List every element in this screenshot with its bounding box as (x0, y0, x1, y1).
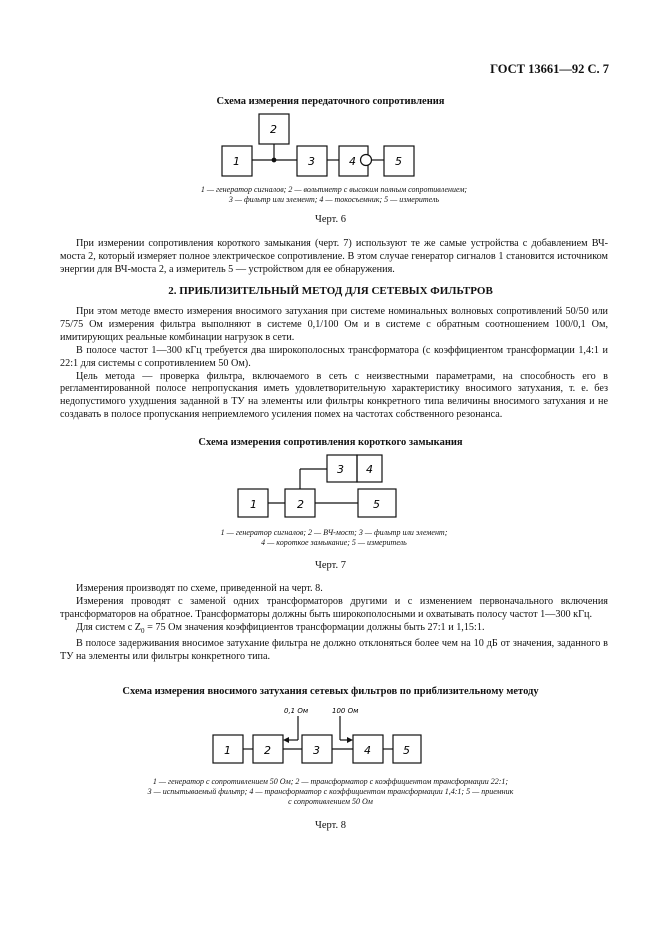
svg-text:4: 4 (366, 463, 373, 476)
svg-text:0,1 Ом: 0,1 Ом (284, 707, 309, 715)
svg-text:100 Ом: 100 Ом (332, 707, 359, 715)
fig7-diagram (0, 452, 661, 527)
svg-text:2: 2 (264, 744, 271, 757)
svg-text:1: 1 (233, 155, 240, 168)
fig6-legend: 1 — генератор сигналов; 2 — вольтметр с высоким полным сопротивлением; 3 — фильтр или элемент; 4 — токосъемник; 5 — измеритель (200, 185, 468, 204)
paragraph-1: При измерении сопротивления короткого замыкания (черт. 7) используют те же самые устройства с добавлением ВЧ-моста 2, который измеряет полное электрическое сопротивление. В этом случае генератор сигналов 1 становится источником энергии для ВЧ-моста 2, а измеритель 5 — устройством для ее обнаружения. (60, 238, 608, 275)
svg-text:1: 1 (250, 498, 257, 511)
fig6-diagram (0, 110, 661, 185)
svg-text:1: 1 (224, 744, 231, 757)
svg-text:5: 5 (373, 498, 380, 511)
fig7-legend: 1 — генератор сигналов; 2 — ВЧ-мост; 3 — фильтр или элемент; 4 — короткое замыкание; 5 — измеритель (220, 528, 448, 547)
svg-text:4: 4 (349, 155, 356, 168)
svg-text:3: 3 (313, 744, 320, 757)
fig7-caption: Схема измерения сопротивления короткого замыкания (198, 437, 463, 448)
paragraph-block-2: При этом методе вместо измерения вносимого затухания при системе номинальных волновых сопротивлений 50/50 или 75/75 Ом измерения фильтра выполняют в системе 0,1/100 Ом и в системе с обратным соотношением 100/0,1 Ом, имитирующих реальные комбинации нагрузок в сети. В полосе частот 1—300 кГц требуется два широкополосных трансформатора (с коэффициентом трансформации 1,4:1 и 22:1 для системы с сопротивлением 50 Ом). Цель метода — проверка фильтра, включаемого в сеть с неизвестными параметрами, на способность его в регламентированной полосе непропускания иметь удовлетворительную характеристику вносимого затухания, т. е. без недопустимого ухудшения заданной в ТУ на элементы или фильтры конкретного типа величины вносимого затухания и не создавать в полосе пропускания неприемлемого усиления помех на частотах собственного резонанса. (60, 306, 608, 421)
svg-text:2: 2 (270, 123, 277, 136)
fig6-caption: Схема измерения передаточного сопротивления (216, 96, 445, 107)
fig6-label: Черт. 6 (315, 214, 346, 225)
page-header: ГОСТ 13661—92 С. 7 (490, 62, 609, 76)
svg-text:3: 3 (337, 463, 344, 476)
fig8-diagram (0, 700, 661, 772)
svg-text:2: 2 (297, 498, 304, 511)
svg-text:4: 4 (364, 744, 371, 757)
svg-text:5: 5 (395, 155, 402, 168)
fig8-legend: 1 — генератор с сопротивлением 50 Ом; 2 — трансформатор с коэффициентом трансформации 22:1; 3 — испытываемый фильтр; 4 — трансформатор с коэффициентом трансформации 1,4:1; 5 — приемник с сопротивлением 50 Ом (147, 777, 514, 806)
fig8-label: Черт. 8 (315, 820, 346, 831)
svg-text:5: 5 (403, 744, 410, 757)
svg-text:3: 3 (308, 155, 315, 168)
paragraph-block-3: Измерения производят по схеме, приведенной на черт. 8. Измерения проводят с заменой одних трансформаторов другими и с изменением первоначального включения трансформаторов на обратное. Трансформаторы должны быть широкополосными и охватывать полосу частот 1—300 кГц. Для систем с $Z_0 = 75$ Ом значения коэффициентов трансформации должны быть 27:1 и 1,15:1. В полосе задерживания вносимое затухание фильтра не должно отклоняться более чем на 10 дБ от значения, заданного в ТУ на элементы или фильтры конкретного типа. (60, 583, 608, 662)
fig8-caption: Схема измерения вносимого затухания сетевых фильтров по приблизительному методу (122, 686, 539, 697)
section-2-heading: 2. ПРИБЛИЗИТЕЛЬНЫЙ МЕТОД ДЛЯ СЕТЕВЫХ ФИЛЬТРОВ (168, 285, 493, 297)
fig7-label: Черт. 7 (315, 560, 346, 571)
